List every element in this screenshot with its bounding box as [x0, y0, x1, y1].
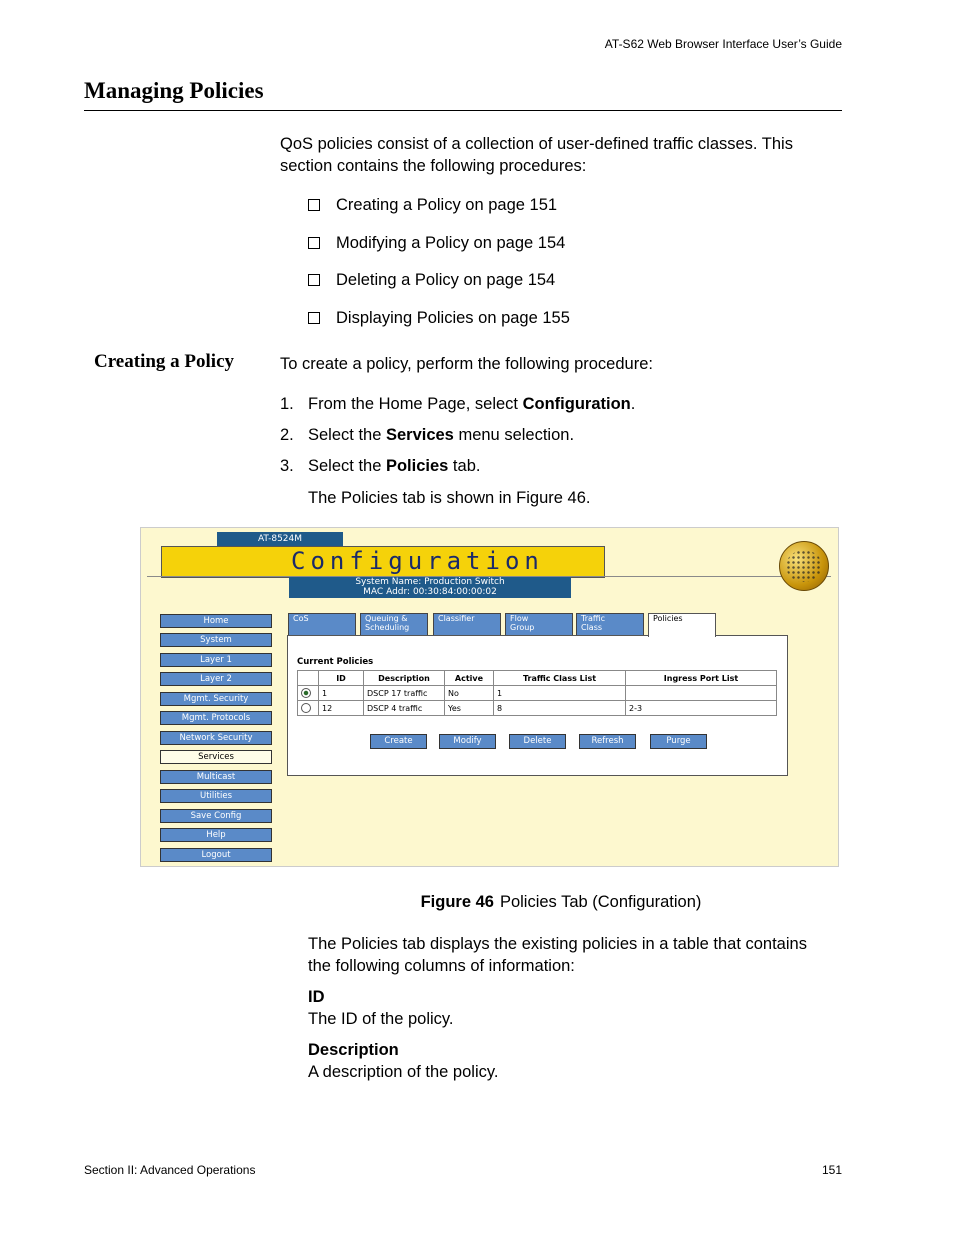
delete-button[interactable]: Delete [509, 734, 566, 749]
figure-caption: Figure 46 Policies Tab (Configuration) [420, 893, 702, 911]
nav-layer1[interactable]: Layer 1 [160, 653, 272, 667]
nav-utilities[interactable]: Utilities [160, 789, 272, 803]
tab-flow-group[interactable]: Flow Group [505, 613, 573, 635]
procedure-item: Modifying a Policy on page 154 [308, 234, 565, 253]
table-header: ID Description Active Traffic Class List Ingress Port List [298, 671, 777, 686]
checkbox-bullet-icon [308, 199, 320, 211]
nav-mgmt-protocols[interactable]: Mgmt. Protocols [160, 711, 272, 725]
system-info: System Name: Production Switch MAC Addr: 00:30:84:00:00:02 [289, 577, 571, 598]
policies-table [297, 670, 777, 716]
definition-term: Description [308, 1041, 399, 1059]
nav-mgmt-security[interactable]: Mgmt. Security [160, 692, 272, 706]
footer-section: Section II: Advanced Operations [84, 1163, 256, 1177]
procedure-item: Deleting a Policy on page 154 [308, 271, 555, 290]
current-policies-label: Current Policies [297, 657, 374, 667]
table-row: 12 DSCP 4 traffic Yes 8 2-3 [298, 701, 777, 716]
row-radio[interactable] [301, 688, 311, 698]
nav-help[interactable]: Help [160, 828, 272, 842]
page-number: 151 [821, 1163, 842, 1177]
procedure-item: Displaying Policies on page 155 [308, 309, 570, 328]
nav-system[interactable]: System [160, 633, 272, 647]
config-title: Configuration [291, 547, 544, 575]
nav-logout[interactable]: Logout [160, 848, 272, 862]
tab-cos[interactable]: CoS [288, 613, 356, 635]
create-intro: To create a policy, perform the following procedure: [280, 355, 653, 373]
checkbox-bullet-icon [308, 312, 320, 324]
step-item: 3. Select the Policies tab. [280, 457, 481, 475]
nav-save-config[interactable]: Save Config [160, 809, 272, 823]
procedure-item: Creating a Policy on page 151 [308, 196, 557, 215]
create-button[interactable]: Create [370, 734, 427, 749]
intro-paragraph: QoS policies consist of a collection of user-defined traffic classes. This section contains the following procedures: [280, 135, 793, 175]
tab-traffic-class[interactable]: Traffic Class [576, 613, 644, 635]
tab-queuing[interactable]: Queuing & Scheduling [360, 613, 428, 635]
tab-policies[interactable]: Policies [648, 613, 716, 637]
nav-home[interactable]: Home [160, 614, 272, 628]
section-heading: Managing Policies [84, 78, 264, 103]
model-label: AT-8524M [217, 532, 343, 546]
nav-layer2[interactable]: Layer 2 [160, 672, 272, 686]
globe-logo-icon [779, 541, 829, 591]
definition-text: The ID of the policy. [308, 1010, 454, 1028]
refresh-button[interactable]: Refresh [579, 734, 636, 749]
step-note: The Policies tab is shown in Figure 46. [308, 489, 591, 507]
checkbox-bullet-icon [308, 274, 320, 286]
purge-button[interactable]: Purge [650, 734, 707, 749]
subsection-heading: Creating a Policy [94, 351, 235, 372]
nav-multicast[interactable]: Multicast [160, 770, 272, 784]
checkbox-bullet-icon [308, 237, 320, 249]
step-item: 1. From the Home Page, select Configuration. [280, 395, 636, 413]
table-row: 1 DSCP 17 traffic No 1 [298, 686, 777, 701]
nav-services[interactable]: Services [160, 750, 272, 764]
tab-classifier[interactable]: Classifier [433, 613, 501, 635]
heading-rule [84, 110, 842, 111]
modify-button[interactable]: Modify [439, 734, 496, 749]
running-header: AT-S62 Web Browser Interface User’s Guide [604, 37, 842, 51]
row-radio[interactable] [301, 703, 311, 713]
figure-screenshot [140, 527, 839, 867]
body-paragraph: The Policies tab displays the existing policies in a table that contains the following columns of information: [308, 935, 807, 975]
definition-text: A description of the policy. [308, 1063, 499, 1081]
policies-panel [287, 635, 788, 776]
nav-network-security[interactable]: Network Security [160, 731, 272, 745]
step-item: 2. Select the Services menu selection. [280, 426, 575, 444]
definition-term: ID [308, 988, 325, 1006]
